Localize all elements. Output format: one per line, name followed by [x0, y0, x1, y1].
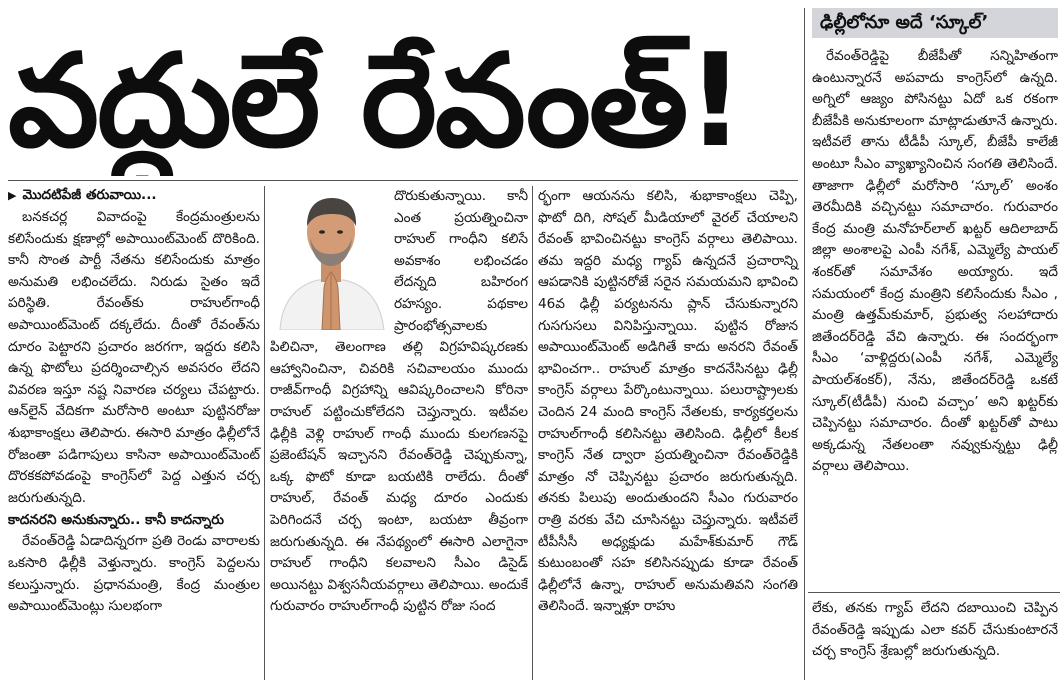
continued-kicker: ▶ మొదటిపేజీ తరువాయి...	[8, 187, 157, 203]
rahul-gandhi-photo	[272, 188, 390, 330]
article-paragraph: దొరుకుతున్నాయి. కానీ ఎంత ప్రయత్నించినా రాహుల్ గాంధీని కలిసే అవకాశం లభించడం లేదన్నది బహిరంగ రహస్యం. పథకాల ప్రారంభోత్సవాలకు పిలిచినా, తెలంగాణ తల్లి విగ్రహవిష్కరణకు ఆహ్వానించినా, చివరికి సచివాలయం ముందు రాజీవ్‌గాంధీ విగ్రహాన్ని ఆవిష్కరించాలని కోరినా రాహుల్ పట్టించుకోలేదని చెప్తున్నారు. ఇటీవల ఢిల్లీకి వెళ్లి రాహుల్ గాంధీ ముందు కులగణనపై ప్రజెంటేషన్ ఇచ్చానని రేవంత్‌రెడ్డి చెప్పుకున్నా, ఒక్క ఫొటో కూడా బయటికి రాలేదు. దీంతో రాహుల్, రేవంత్ మధ్య దూరం ఎందుకు పెరిగిందనే చర్చ ఇంటా, బయటా తీవ్రంగా జరుగుతున్నది. ఈ నేపథ్యంలో ఈసారి ఎలాగైనా రాహుల్ గాంధీని కలవాలని సీఎం డిసైడ్ అయినట్టు విశ్వసనీయవర్గాలు తెలిపాయి. అందుకే గురువారం రాహుల్‌గాంధీ పుట్టిన రోజు సంద	[270, 188, 528, 615]
article-subheading: కాదనరని అనుకున్నారు.. కానీ కాదన్నారు	[8, 512, 224, 529]
article-continuation	[812, 598, 1058, 663]
side-box-body	[812, 46, 1058, 478]
portrait-illustration-icon	[272, 188, 390, 330]
column-rule-3	[804, 8, 805, 680]
column-rule-1	[264, 186, 265, 680]
article-paragraph: రేవంత్‌రెడ్డి ఏడాదిన్నరగా ప్రతి రెండు వారాలకు ఒకసారి ఢిల్లీకి వెళ్తున్నారు. కాంగ్రెస్ పెద్దలను కలుస్తున్నారు. ప్రధానమంత్రి, కేంద్ర మంత్రుల అపాయింట్‌మెంట్లు సులభంగా	[8, 533, 260, 615]
arrow-right-icon: ▶	[8, 189, 17, 202]
article-paragraph: లేకు, తనకు గ్యాప్ లేదని దబాయించి చెప్పిన రేవంత్‌రెడ్డి ఇప్పుడు ఎలా కవర్ చేసుకుంటారనే చర్చ కాంగ్రెస్ శ్రేణుల్లో జరుగుతున్నది.	[812, 600, 1058, 660]
column-rule-2	[532, 186, 533, 680]
side-box-bottom-rule	[808, 592, 1060, 593]
headline-rule	[8, 180, 798, 181]
article-paragraph: ర్భంగా ఆయనను కలిసి, శుభాకాంక్షలు చెప్పి, ఫొటో దిగి, సోషల్ మీడియాలో వైరల్ చేయాలని రేవంత్ భావించినట్టు కాంగ్రెస్ వర్గాలు తెలిపాయి. తమ ఇద్దరి మధ్య గ్యాప్ ఉన్నదనే ప్రచారాన్ని ఆపడానికి పుట్టినరోజే సరైన సమయమని భావించి 46వ ఢిల్లీ పర్యటనను ప్లాన్ చేసుకున్నారని గుసగుసలు వినిపిస్తున్నాయి. పుట్టిన రోజున అపాయింట్‌మెంట్ అడిగితే కాదు అనరని రేవంత్ భావించగా.. రాహుల్ మాత్రం కాదనేసినట్టు ఢిల్లీ కాంగ్రెస్ వర్గాలు పేర్కొంటున్నాయి. పలురాష్ట్రాలకు చెందిన 24 మంది కాంగ్రెస్ నేతలకు, కార్యకర్తలను రాహుల్‌గాంధీ కలిసినట్టు తెలిసింది. ఢిల్లీలో కీలక కాంగ్రెస్ నేత ద్వారా ప్రయత్నించినా రేవంత్‌రెడ్డికి మాత్రం నో చెప్పినట్టు ప్రచారం జరుగుతున్నది. తనకు పిలుపు అందుతుందని సీఎం గురువారం రాత్రి వరకు వేచి చూసినట్టు చెప్తున్నారు. ఇటీవలే టీపీసీసీ అధ్యక్షుడు మహేశ్‌కుమార్ గౌడ్ కుటుంబంతో సహ కలిసినప్పుడు కూడా రేవంత్ ఢిల్లీలోనే ఉన్నా, రాహుల్ అనుమతివని సంగతి తెలిసిందే. ఇన్నాళ్లూ రాహు	[538, 188, 798, 615]
article-paragraph: బనకచర్ల వివాదంపై కేంద్రమంత్రులను కలిసేందుకు క్షణాల్లో అపాయింట్‌మెంట్ దొరికింది. కానీ సొంత పార్టీ నేతను కలిసేందుకు మాత్రం అనుమతి లభించలేదు. నిరుడు సైతం ఇదే పరిస్థితి. రేవంత్‌కు రాహుల్‌గాంధీ అపాయింట్‌మెంట్ దక్కలేదు. దీంతో రేవంత్‌ను దూరం పెట్టారని ప్రచారం జరగగా, ఇద్దరు కలిసి ఉన్న ఫొటోలు ప్రదర్శించాల్సిన అవసరం లేదని వివరణ ఇస్తూ నష్ట నివారణ చర్యలు చేపట్టారు. ఆన్‌లైన్ వేదికగా మరోసారి అంటూ పుట్టినరోజు శుభాకాంక్షలు తెలిపారు. ఈసారి మాత్రం ఢిల్లీలోనే రోజంతా పడిగాపులు కాసినా అపాయింట్‌మెంట్ దొరకకపోవడంపై కాంగ్రెస్‌లో పెద్ద ఎత్తున చర్చ జరుగుతున్నది.	[8, 209, 260, 506]
article-column-3	[538, 186, 798, 618]
article-column-1	[8, 184, 260, 618]
side-box-title: ఢిల్లీలోనూ అదే ‘స్కూల్’	[812, 8, 1058, 38]
side-box-paragraph: రేవంత్‌రెడ్డిపై బీజేపీతో సన్నిహితంగా ఉంటున్నారనే అపవాదు కాంగ్రెస్‌లో ఉన్నది. అగ్నిలో ఆజ్యం పోసినట్టు ఏదో ఒక రకంగా బీజేపీకి అనుకూలంగా మాట్లాడుతూనే ఉన్నారు. ఇటీవలే తాను టీడీపీ స్కూల్, బీజేపీ కాలేజీ అంటూ సీఎం వ్యాఖ్యానించిన సంగతి తెలిసిందే. తాజాగా ఢిల్లీలో మరోసారి ‘స్కూల్’ అంశం తెరమీదికి వచ్చినట్టు సమాచారం. గురువారం కేంద్ర మంత్రి మనోహర్‌లాల్ ఖట్టర్ ఆదిలాబాద్ జిల్లా అంశాలపై ఎంపీ నగేశ్, ఎమ్మెల్యే పాయల్‌ శంకర్‌తో సమావేశం అయ్యారు. ఇదే సమయంలో కేంద్ర మంత్రిని కలిసేందుకు సీఎం , మంత్రి ఉత్తమ్‌కుమార్, ప్రభుత్వ సలహాదారు జితేందర్‌రెడ్డి వేచి ఉన్నారు. ఈ సందర్భంగా సీఎం ‘వాళ్లిద్దరు(ఎంపీ నగేశ్, ఎమ్మెల్యే పాయల్‌శంకర్), నేను, జితేందర్‌రెడ్డి ఒకటే స్కూల్(టీడీపీ) నుంచి వచ్చాం’ అని ఖట్టర్‌కు చెప్పినట్టు సమాచారం. దీంతో ఖట్టర్‌తో పాటు అక్కడున్న నేతలంతా నవ్వుకున్నట్టు ఢిల్లీ వర్గాలు తెలిపాయి.	[812, 48, 1058, 475]
headline: వద్దులే రేవంత్!	[8, 28, 743, 176]
